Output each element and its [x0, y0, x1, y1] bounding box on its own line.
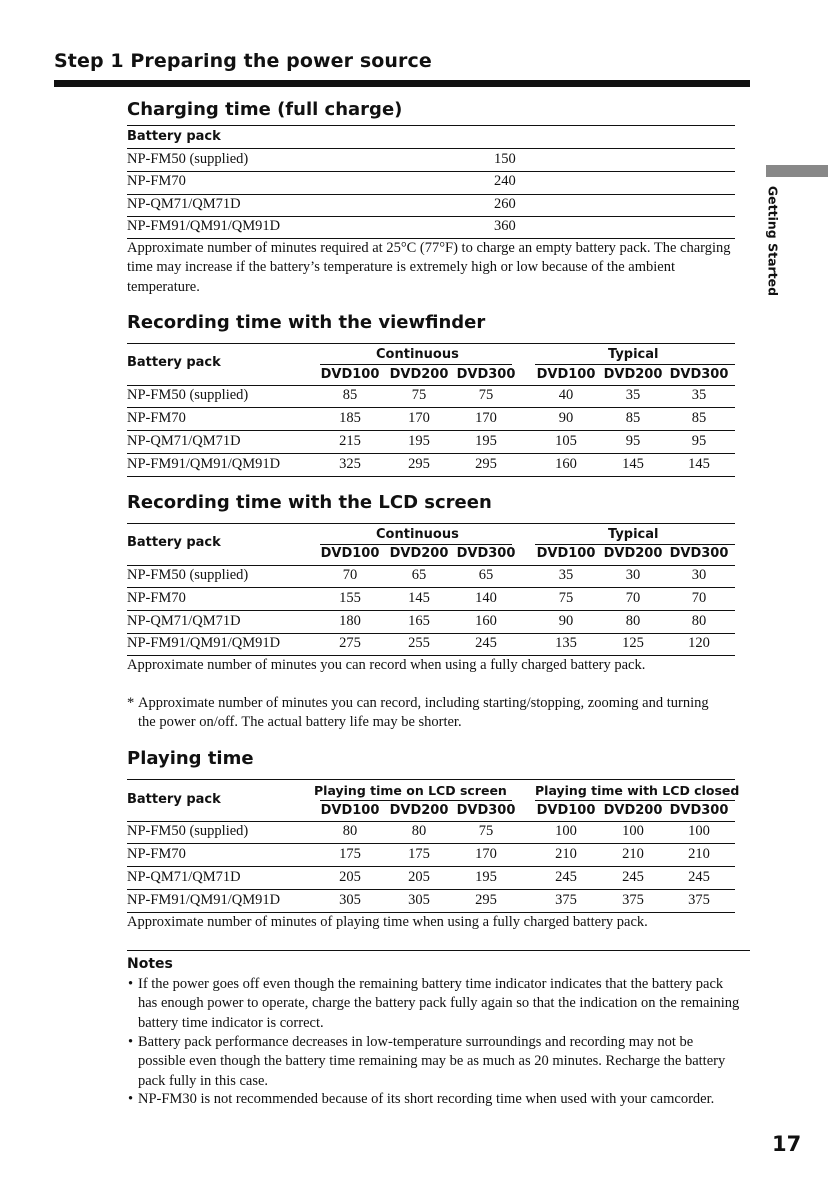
section-tab-marker — [766, 165, 828, 177]
playing-row-pack: NP-QM71/QM71D — [127, 869, 241, 885]
charging-title: Charging time (full charge) — [127, 99, 403, 120]
lcd-model-header: DVD200 — [603, 546, 663, 561]
table-cell: 255 — [408, 635, 430, 651]
table-cell: 30 — [625, 567, 641, 583]
table-cell: 160 — [475, 613, 497, 629]
playing-model-header: DVD300 — [669, 803, 729, 818]
note-item: If the power goes off even though the remaining battery time indicator indicates that the battery pack has enough power to operate, charge the battery pack fully again so that the indication on the remaining battery time indicator is correct. — [138, 976, 740, 1031]
footnote-text: Approximate number of minutes you can record, including starting/stopping, zooming and turning the power on/off. The actual battery life may be shorter. — [138, 695, 709, 731]
table-cell: 185 — [339, 410, 361, 426]
table-cell: 80 — [625, 613, 641, 629]
viewfinder-model-header: DVD100 — [536, 367, 596, 382]
rule — [127, 343, 735, 344]
rule — [127, 843, 735, 844]
table-cell: 325 — [339, 456, 361, 472]
table-cell: 80 — [691, 613, 707, 629]
table-cell: 85 — [625, 410, 641, 426]
table-cell: 65 — [411, 567, 427, 583]
page-number: 17 — [772, 1132, 802, 1156]
notes-rule — [127, 950, 750, 951]
charging-row-value: 240 — [494, 173, 516, 189]
rule — [127, 779, 735, 780]
viewfinder-group-typical: Typical — [608, 347, 659, 362]
table-cell: 35 — [691, 387, 707, 403]
rule — [127, 476, 735, 477]
table-cell: 175 — [408, 846, 430, 862]
rule — [127, 148, 735, 149]
charging-note: Approximate number of minutes required at 25°C (77°F) to charge an empty battery pack. The charging time may increase if the battery’s temperature is extremely high or low because of the ambient temperature. — [127, 240, 731, 295]
lcd-group-continuous: Continuous — [376, 527, 459, 542]
rule — [127, 194, 735, 195]
playing-note: Approximate number of minutes of playing time when using a fully charged battery pack. — [127, 914, 648, 930]
lcd-row-pack: NP-FM91/QM91/QM91D — [127, 635, 281, 651]
viewfinder-model-header: DVD200 — [389, 367, 449, 382]
lcd-row-pack: NP-FM50 (supplied) — [127, 567, 249, 583]
table-cell: 205 — [408, 869, 430, 885]
viewfinder-row-pack: NP-FM91/QM91/QM91D — [127, 456, 281, 472]
table-cell: 245 — [475, 635, 497, 651]
lcd-title: Recording time with the LCD screen — [127, 492, 492, 513]
section-side-label — [762, 186, 784, 296]
table-cell: 210 — [622, 846, 644, 862]
table-cell: 375 — [555, 892, 577, 908]
table-cell: 70 — [691, 590, 707, 606]
playing-model-header: DVD200 — [389, 803, 449, 818]
table-cell: 205 — [339, 869, 361, 885]
table-cell: 135 — [555, 635, 577, 651]
notes-title: Notes — [127, 956, 173, 972]
table-cell: 295 — [475, 456, 497, 472]
table-cell: 75 — [558, 590, 574, 606]
table-cell: 245 — [555, 869, 577, 885]
playing-row-pack: NP-FM50 (supplied) — [127, 823, 249, 839]
playing-model-header: DVD100 — [320, 803, 380, 818]
table-cell: 295 — [408, 456, 430, 472]
rule — [127, 216, 735, 217]
table-cell: 40 — [558, 387, 574, 403]
lcd-battery-header: Battery pack — [127, 535, 221, 550]
table-cell: 195 — [475, 869, 497, 885]
table-cell: 275 — [339, 635, 361, 651]
table-cell: 170 — [408, 410, 430, 426]
charging-row-value: 150 — [494, 151, 516, 167]
group-rule — [320, 544, 512, 545]
table-cell: 30 — [691, 567, 707, 583]
playing-group-lcd-closed: Playing time with LCD closed — [535, 783, 740, 798]
table-cell: 125 — [622, 635, 644, 651]
table-cell: 70 — [342, 567, 358, 583]
rule — [127, 565, 735, 566]
viewfinder-title: Recording time with the viewfinder — [127, 312, 486, 333]
table-cell: 245 — [622, 869, 644, 885]
table-cell: 210 — [555, 846, 577, 862]
viewfinder-battery-header: Battery pack — [127, 355, 221, 370]
charging-row-value: 360 — [494, 218, 516, 234]
charging-row-pack: NP-FM70 — [127, 173, 186, 189]
side-label-text: Getting Started — [765, 185, 781, 297]
table-cell: 170 — [475, 410, 497, 426]
group-rule — [535, 364, 735, 365]
table-cell: 105 — [555, 433, 577, 449]
playing-title: Playing time — [127, 748, 254, 769]
charging-row-pack: NP-QM71/QM71D — [127, 196, 241, 212]
rule — [127, 171, 735, 172]
playing-model-header: DVD200 — [603, 803, 663, 818]
bullet: • — [128, 976, 134, 992]
table-cell: 375 — [622, 892, 644, 908]
viewfinder-model-header: DVD200 — [603, 367, 663, 382]
table-cell: 155 — [339, 590, 361, 606]
group-rule — [320, 800, 512, 801]
rule — [127, 430, 735, 431]
rule — [127, 125, 735, 126]
playing-model-header: DVD100 — [536, 803, 596, 818]
playing-battery-header: Battery pack — [127, 792, 221, 807]
table-cell: 65 — [478, 567, 494, 583]
table-cell: 85 — [342, 387, 358, 403]
note-item: NP-FM30 is not recommended because of its short recording time when used with your camcorder. — [138, 1091, 715, 1107]
table-cell: 375 — [688, 892, 710, 908]
table-cell: 75 — [478, 823, 494, 839]
table-cell: 95 — [691, 433, 707, 449]
viewfinder-row-pack: NP-FM50 (supplied) — [127, 387, 249, 403]
viewfinder-group-continuous: Continuous — [376, 347, 459, 362]
table-cell: 75 — [411, 387, 427, 403]
rule — [127, 385, 735, 386]
footnote-marker: * — [127, 695, 135, 711]
table-cell: 175 — [339, 846, 361, 862]
lcd-model-header: DVD200 — [389, 546, 449, 561]
table-cell: 195 — [475, 433, 497, 449]
playing-row-pack: NP-FM70 — [127, 846, 186, 862]
rule — [127, 610, 735, 611]
group-rule — [320, 364, 512, 365]
table-cell: 215 — [339, 433, 361, 449]
lcd-group-typical: Typical — [608, 527, 659, 542]
viewfinder-model-header: DVD100 — [320, 367, 380, 382]
table-cell: 35 — [625, 387, 641, 403]
rule — [127, 889, 735, 890]
viewfinder-model-header: DVD300 — [669, 367, 729, 382]
lcd-model-header: DVD300 — [456, 546, 516, 561]
table-cell: 210 — [688, 846, 710, 862]
rule — [127, 453, 735, 454]
table-cell: 180 — [339, 613, 361, 629]
table-cell: 305 — [408, 892, 430, 908]
table-cell: 80 — [342, 823, 358, 839]
table-cell: 35 — [558, 567, 574, 583]
table-cell: 100 — [688, 823, 710, 839]
table-cell: 85 — [691, 410, 707, 426]
table-cell: 305 — [339, 892, 361, 908]
lcd-row-pack: NP-QM71/QM71D — [127, 613, 241, 629]
table-cell: 195 — [408, 433, 430, 449]
table-cell: 70 — [625, 590, 641, 606]
table-cell: 90 — [558, 613, 574, 629]
table-cell: 120 — [688, 635, 710, 651]
rule — [127, 407, 735, 408]
charging-row-pack: NP-FM50 (supplied) — [127, 151, 249, 167]
table-cell: 295 — [475, 892, 497, 908]
table-cell: 160 — [555, 456, 577, 472]
group-rule — [535, 544, 735, 545]
rule — [127, 523, 735, 524]
header-rule — [54, 80, 750, 87]
table-cell: 145 — [408, 590, 430, 606]
bullet: • — [128, 1091, 134, 1107]
charging-col-header: Battery pack — [127, 129, 221, 144]
table-cell: 145 — [622, 456, 644, 472]
table-cell: 100 — [555, 823, 577, 839]
playing-row-pack: NP-FM91/QM91/QM91D — [127, 892, 281, 908]
lcd-model-header: DVD100 — [536, 546, 596, 561]
lcd-model-header: DVD300 — [669, 546, 729, 561]
group-rule — [535, 800, 735, 801]
table-cell: 95 — [625, 433, 641, 449]
lcd-model-header: DVD100 — [320, 546, 380, 561]
charging-row-value: 260 — [494, 196, 516, 212]
rule — [127, 633, 735, 634]
viewfinder-model-header: DVD300 — [456, 367, 516, 382]
viewfinder-row-pack: NP-QM71/QM71D — [127, 433, 241, 449]
rule — [127, 866, 735, 867]
table-cell: 145 — [688, 456, 710, 472]
lcd-note: Approximate number of minutes you can record when using a fully charged battery pack. — [127, 657, 646, 673]
table-cell: 245 — [688, 869, 710, 885]
rule — [127, 821, 735, 822]
table-cell: 75 — [478, 387, 494, 403]
table-cell: 90 — [558, 410, 574, 426]
table-cell: 100 — [622, 823, 644, 839]
viewfinder-row-pack: NP-FM70 — [127, 410, 186, 426]
charging-row-pack: NP-FM91/QM91/QM91D — [127, 218, 281, 234]
page-header-title: Step 1 Preparing the power source — [54, 50, 432, 72]
table-cell: 165 — [408, 613, 430, 629]
playing-model-header: DVD300 — [456, 803, 516, 818]
bullet: • — [128, 1034, 134, 1050]
table-cell: 170 — [475, 846, 497, 862]
note-item: Battery pack performance decreases in low-temperature surroundings and recording may not be possible even though the battery time remaining may be as much as 20 minutes. Recharge the battery pack fully in this case. — [138, 1034, 726, 1089]
table-cell: 140 — [475, 590, 497, 606]
rule — [127, 587, 735, 588]
lcd-row-pack: NP-FM70 — [127, 590, 186, 606]
playing-group-on-lcd: Playing time on LCD screen — [314, 783, 507, 798]
table-cell: 80 — [411, 823, 427, 839]
